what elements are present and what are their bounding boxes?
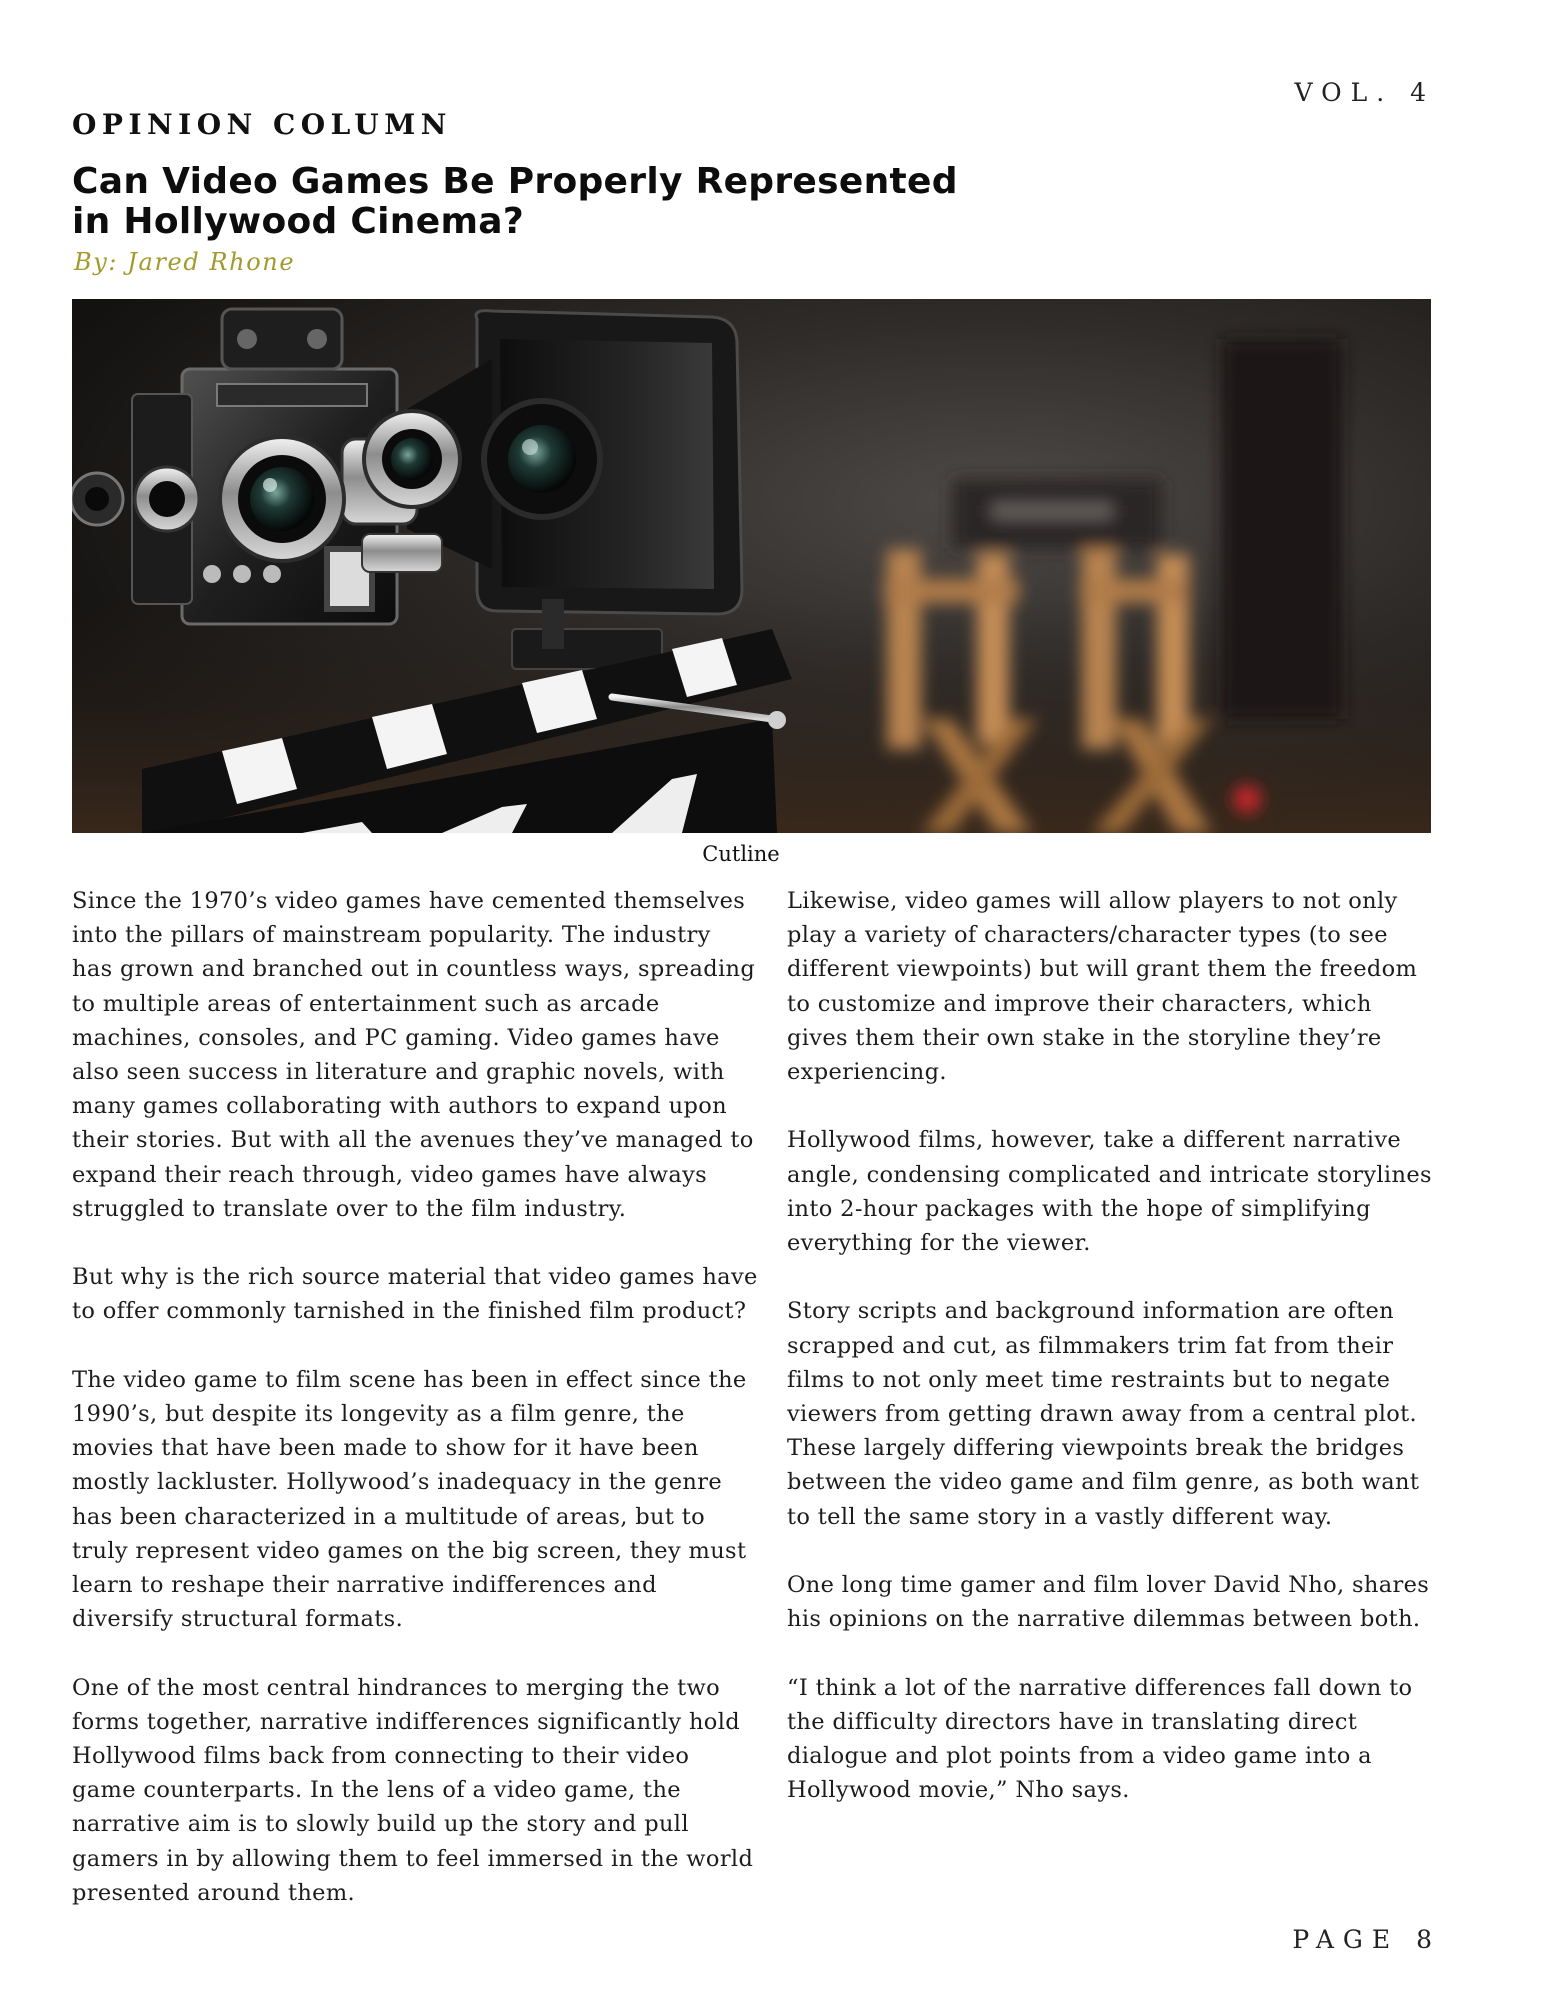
byline: By: Jared Rhone	[74, 248, 296, 276]
hero-photo	[72, 299, 1431, 833]
volume-label: VOL. 4	[1294, 78, 1435, 107]
headline: Can Video Games Be Properly Represented in Hollywood Cinema?	[72, 161, 958, 242]
paragraph: Since the 1970’s video games have cemented themselves into the pillars of mainstream popularity. The industry has grown and branched out in countless ways, spreading to multiple areas of entertainment such as arcade machines, consoles, and PC gaming. Video games have also seen success in literature and graphic novels, with many games collaborating with authors to expand upon their stories. But with all the avenues they’ve managed to expand their reach through, video games have always struggled to translate over to the film industry.	[72, 888, 756, 1222]
paragraph: One long time gamer and film lover David Nho, shares his opinions on the narrative dilemmas between both.	[787, 1572, 1430, 1633]
paragraph: Likewise, video games will allow players to not only play a variety of characters/character types (to see different viewpoints) but will grant them the freedom to customize and improve their characters, which gives them their own stake in the storyline they’re experiencing.	[787, 888, 1418, 1086]
paragraph: The video game to film scene has been in effect since the 1990’s, but despite its longevity as a film genre, the movies that have been made to show for it have been mostly lackluster. Hollywood’s inadequacy in the genre has been characterized in a multitude of areas, but to truly represent video games on the big screen, they must learn to reshape their narrative indifferences and diversify structural formats.	[72, 1366, 747, 1633]
page-number: PAGE 8	[1292, 1925, 1441, 1954]
paragraph: “I think a lot of the narrative differences fall down to the difficulty directors have in translating direct dialogue and plot points from a video game into a Hollywood movie,” Nho says.	[787, 1674, 1413, 1804]
section-label: OPINION COLUMN	[72, 108, 452, 141]
paragraph: Story scripts and background information are often scrapped and cut, as filmmakers trim fat from their films to not only meet time restraints but to negate viewers from getting drawn away from a central plot. These largely differing viewpoints break the bridges between the video game and film genre, as both want to tell the same story in a vastly different way.	[787, 1298, 1420, 1530]
article-column-right	[787, 884, 1437, 1842]
photo-caption: Cutline	[702, 842, 780, 866]
paragraph: But why is the rich source material that video games have to offer commonly tarnished in the finished film product?	[72, 1264, 758, 1325]
paragraph: Hollywood films, however, take a different narrative angle, condensing complicated and intricate storylines into 2-hour packages with the hope of simplifying everything for the viewer.	[787, 1127, 1432, 1257]
article-column-left	[72, 884, 758, 1944]
paragraph: One of the most central hindrances to merging the two forms together, narrative indifferences significantly hold Hollywood films back from connecting to their video game counterparts. In the lens of a video game, the narrative aim is to slowly build up the story and pull gamers in by allowing them to feel immersed in the world presented around them.	[72, 1674, 754, 1906]
